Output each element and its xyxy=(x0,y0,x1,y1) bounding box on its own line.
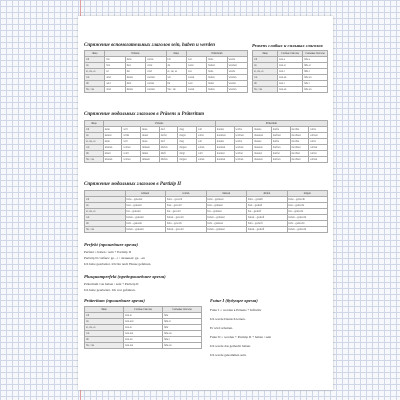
column-header: Слабые глаголы xyxy=(278,51,303,57)
table-cell: haben xyxy=(125,75,145,81)
table-cell: er, sie, es xyxy=(166,69,186,75)
table-cell: hatte xyxy=(207,69,227,75)
table-cell: Sie / sie xyxy=(85,87,105,93)
table-cell: fuhr xyxy=(163,325,202,331)
table-cell: konnte xyxy=(215,139,234,145)
table-cell: er, sie, es xyxy=(85,325,124,331)
table-cell: habt xyxy=(125,81,145,87)
table-cell: mochte xyxy=(290,127,309,133)
table-cell: haben…gemusst xyxy=(206,227,247,233)
table-cell: lern-t xyxy=(278,69,303,75)
table-cell: du xyxy=(85,203,126,209)
table-cell: soll xyxy=(197,127,216,133)
table-cell: sollte xyxy=(309,127,328,133)
table-cell: wir xyxy=(85,331,124,337)
table-cell: wolltet xyxy=(234,151,253,157)
table-cell: können xyxy=(103,157,122,163)
table-cell: ich xyxy=(85,197,126,203)
table-cell: Sie / sie xyxy=(85,227,126,233)
table-cell: hast…gemocht xyxy=(287,203,328,209)
table-cell: habt…gemusst xyxy=(206,221,247,227)
table-cell: hatten xyxy=(207,75,227,81)
table-cell: mag xyxy=(178,139,197,145)
table-cell: bin xyxy=(105,57,125,63)
table-cell: habt…gedurft xyxy=(247,221,288,227)
table-cell: können xyxy=(103,145,122,151)
table-cell: wollen xyxy=(122,157,141,163)
partizip-table xyxy=(84,190,328,233)
table-cell: habt…gekonnt xyxy=(125,221,166,227)
table-cell: ich xyxy=(253,57,278,63)
table-cell: haben…gedurft xyxy=(247,227,288,233)
table-cell: er, sie, es xyxy=(85,69,105,75)
table-cell: hast…gedurft xyxy=(247,203,288,209)
table-cell: seid xyxy=(105,81,125,87)
table-cell: wir xyxy=(166,75,186,81)
table-cell: musstet xyxy=(253,151,272,157)
table-cell: hat…gewollt xyxy=(166,209,207,215)
table-cell: konnten xyxy=(215,145,234,151)
table-cell: durftet xyxy=(271,151,290,157)
table-cell: lern-ten xyxy=(124,343,163,349)
table-cell: kannst xyxy=(103,133,122,139)
table-cell: wollte xyxy=(234,127,253,133)
table-cell: konntet xyxy=(215,151,234,157)
column-header: Сильные глаголы xyxy=(303,51,328,57)
table-cell: lern-t xyxy=(278,81,303,87)
table-cell: ich xyxy=(85,127,104,133)
table-cell: lern-en xyxy=(278,75,303,81)
rule-line: Präteritum von haben / sein + Partizip II xyxy=(84,282,139,286)
table-cell: wart xyxy=(186,81,206,87)
column-header: Сильные глаголы xyxy=(163,307,202,313)
table-cell: ihr xyxy=(85,81,105,87)
table-cell: hattet xyxy=(207,81,227,87)
aux-verbs-table xyxy=(84,50,248,93)
table-cell: werden xyxy=(146,87,166,93)
table-cell: hatte xyxy=(207,57,227,63)
table-cell: Sie / sie xyxy=(85,343,124,349)
table-cell: habe xyxy=(125,57,145,63)
table-cell: fähr-st xyxy=(303,63,328,69)
table-cell: willst xyxy=(122,133,141,139)
table-cell: haben…gemocht xyxy=(287,215,328,221)
table-cell: werde xyxy=(146,57,166,63)
section-title-futur: Futur I (будущее время) xyxy=(210,298,258,303)
table-cell: hast…gewollt xyxy=(166,203,207,209)
table-cell: haben…gewollt xyxy=(166,215,207,221)
table-cell: fähr-t xyxy=(303,69,328,75)
table-cell: wollte xyxy=(234,139,253,145)
table-cell: dürfen xyxy=(159,157,178,163)
table-cell: bist xyxy=(105,63,125,69)
table-cell: sind xyxy=(105,75,125,81)
table-cell: lern-te xyxy=(124,325,163,331)
table-row xyxy=(85,343,202,349)
table-cell: hast…gekonnt xyxy=(125,203,166,209)
table-cell: durften xyxy=(271,157,290,163)
table-cell: muss xyxy=(141,127,160,133)
rule-line: Futur II = werden + Partizip II + haben / sein xyxy=(210,335,272,339)
table-cell: haben…gedurft xyxy=(247,215,288,221)
table-cell: wurdest xyxy=(227,63,247,69)
table-cell: wir xyxy=(85,215,126,221)
table-cell: du xyxy=(253,63,278,69)
table-cell: ihr xyxy=(85,221,126,227)
rule-line: Er wird arbeiten. xyxy=(210,326,233,330)
table-cell: kann xyxy=(103,139,122,145)
table-cell: wird xyxy=(146,69,166,75)
rule-line: Ich werde das gemacht haben. xyxy=(210,344,251,348)
table-cell: habe…gewollt xyxy=(166,197,207,203)
table-cell: er, sie, es xyxy=(253,69,278,75)
section-title-perfekt: Perfekt (прошедшее время) xyxy=(84,242,139,247)
table-cell: will xyxy=(122,139,141,145)
table-cell: dürft xyxy=(159,151,178,157)
table-cell: mussten xyxy=(253,145,272,151)
table-cell: habe…gemocht xyxy=(287,197,328,203)
table-cell: durften xyxy=(271,145,290,151)
table-cell: magst xyxy=(178,133,197,139)
table-cell: haben…gemocht xyxy=(287,227,328,233)
table-cell: waren xyxy=(186,87,206,93)
table-cell: wollten xyxy=(234,145,253,151)
table-cell: ihr xyxy=(85,337,124,343)
column-header: Лицо xyxy=(85,307,124,313)
table-cell: hat xyxy=(125,69,145,75)
table-cell: ihr xyxy=(166,81,186,87)
table-cell: haben…gekonnt xyxy=(125,227,166,233)
table-cell: Sie / sie xyxy=(253,87,278,93)
table-cell: hast xyxy=(125,63,145,69)
table-cell: hatten xyxy=(207,87,227,93)
column-header: Лицо xyxy=(253,51,278,57)
table-cell: ich xyxy=(85,57,105,63)
column-header: Лицо xyxy=(166,51,186,57)
section-title-aux: Спряжение вспомогательных глаголов sein, haben и werden xyxy=(84,43,216,48)
table-cell: mögen xyxy=(178,157,197,163)
table-cell: lern-e xyxy=(278,57,303,63)
table-cell: wollt xyxy=(122,151,141,157)
table-cell: solltest xyxy=(309,133,328,139)
table-cell: mochtet xyxy=(290,151,309,157)
prateritum-table xyxy=(84,306,202,349)
table-cell: sollte xyxy=(309,139,328,145)
table-cell: konnte xyxy=(215,127,234,133)
table-cell: könnt xyxy=(103,151,122,157)
section-title-weak-strong: Prasens слабых и сильных глаголов xyxy=(252,43,323,48)
table-cell: werdet xyxy=(146,81,166,87)
table-cell: mochten xyxy=(290,157,309,163)
table-cell: dürfen xyxy=(159,145,178,151)
table-cell: haben…gemusst xyxy=(206,215,247,221)
table-cell: mochtest xyxy=(290,133,309,139)
table-cell: musstest xyxy=(253,133,272,139)
table-row xyxy=(85,87,248,93)
table-cell: werden xyxy=(146,75,166,81)
rule-line: Ich hatte gearbeitet. Ich war gefahren. xyxy=(84,288,136,292)
table-cell: haben…gekonnt xyxy=(125,215,166,221)
table-cell: fuhr xyxy=(163,313,202,319)
table-cell: kann xyxy=(103,127,122,133)
table-cell: fuhr-st xyxy=(163,319,202,325)
table-cell: müssen xyxy=(141,157,160,163)
table-cell: fahr-e xyxy=(303,57,328,63)
section-title-modal-present: Спряжение модальных глаголов в Präsens и Präteritum xyxy=(84,112,205,117)
column-header: wollen xyxy=(166,191,207,197)
table-cell: du xyxy=(85,319,124,325)
table-cell: darf xyxy=(159,127,178,133)
table-cell: sollen xyxy=(197,157,216,163)
column-header: Präsens xyxy=(105,51,166,57)
table-cell: wirst xyxy=(146,63,166,69)
table-cell: lern-test xyxy=(124,319,163,325)
table-cell: hast…gemusst xyxy=(206,203,247,209)
table-cell: sollt xyxy=(197,151,216,157)
table-cell: mochte xyxy=(290,139,309,145)
table-cell: mussten xyxy=(253,157,272,163)
table-cell: ist xyxy=(105,69,125,75)
table-cell: er, sie, es xyxy=(85,209,126,215)
table-cell: habt…gewollt xyxy=(166,221,207,227)
rule-line: Futur I = werden в Präsens + Infinitiv xyxy=(210,308,262,312)
table-cell: will xyxy=(122,127,141,133)
table-cell: sollten xyxy=(309,157,328,163)
table-cell: sollen xyxy=(197,145,216,151)
table-row xyxy=(253,87,328,93)
table-cell: solltet xyxy=(309,151,328,157)
table-cell: sollst xyxy=(197,133,216,139)
table-cell: wir xyxy=(85,145,104,151)
section-title-modal-partizip: Спряжение модальных глаголов в Partizip II xyxy=(84,182,182,187)
weak-strong-verbs-table xyxy=(252,50,328,93)
rule-line: Ich werde Deutsch lernen. xyxy=(210,317,246,321)
table-cell: mag xyxy=(178,127,197,133)
table-row xyxy=(85,157,328,163)
table-cell: ihr xyxy=(85,151,104,157)
table-cell: du xyxy=(85,63,105,69)
table-cell: wurde xyxy=(227,69,247,75)
table-cell: wurdet xyxy=(227,81,247,87)
table-cell: lern-st xyxy=(278,63,303,69)
table-cell: Sie / sie xyxy=(85,157,104,163)
table-cell: hat…gedurft xyxy=(247,209,288,215)
table-cell: wollten xyxy=(234,157,253,163)
table-cell: waren xyxy=(186,75,206,81)
table-cell: habe…gedurft xyxy=(247,197,288,203)
table-cell: fahr-t xyxy=(303,81,328,87)
column-header: Präteritum xyxy=(186,51,247,57)
table-cell: habe…gekonnt xyxy=(125,197,166,203)
table-cell: habt…gemocht xyxy=(287,221,328,227)
column-header: mögen xyxy=(287,191,328,197)
rule-line: Partizip II слабых: ge…t / сильных: ge…en xyxy=(84,256,145,260)
table-cell: hat…gekonnt xyxy=(125,209,166,215)
table-cell: sind xyxy=(105,87,125,93)
table-cell: musst xyxy=(141,133,160,139)
table-cell: hattest xyxy=(207,63,227,69)
table-cell: du xyxy=(85,133,104,139)
column-header: Лицо xyxy=(85,51,105,57)
table-cell: darf xyxy=(159,139,178,145)
table-cell: darfst xyxy=(159,133,178,139)
table-cell: fahr-en xyxy=(303,75,328,81)
table-cell: konntest xyxy=(215,133,234,139)
section-title-prateritum: Präteritum (прошедшее время) xyxy=(84,298,145,303)
table-cell: mögt xyxy=(178,151,197,157)
table-cell: wolltest xyxy=(234,133,253,139)
rule-line: Ich werde gekommen sein. xyxy=(210,353,247,357)
table-cell: wurden xyxy=(227,87,247,93)
table-cell: wollen xyxy=(122,145,141,151)
table-cell: war xyxy=(186,57,206,63)
modal-verbs-table xyxy=(84,120,328,163)
table-cell: mochten xyxy=(290,145,309,151)
column-header: Лицо xyxy=(85,121,104,127)
table-cell: haben…gewollt xyxy=(166,227,207,233)
table-cell: fahr-en xyxy=(303,87,328,93)
table-cell: muss xyxy=(141,139,160,145)
table-cell: du xyxy=(166,63,186,69)
table-cell: lern-ten xyxy=(124,331,163,337)
table-cell: Sie / sie xyxy=(166,87,186,93)
table-cell: wir xyxy=(85,75,105,81)
table-cell: soll xyxy=(197,139,216,145)
table-cell: musste xyxy=(253,127,272,133)
grammar-sheet xyxy=(78,16,333,390)
table-cell: wurde xyxy=(227,57,247,63)
table-cell: lern-tet xyxy=(124,337,163,343)
table-cell: habe…gemusst xyxy=(206,197,247,203)
table-cell: fuhr-en xyxy=(163,331,202,337)
rule-line: Ich habe gearbeitet. Ich bin nach Hause gefahren. xyxy=(84,262,152,266)
column-header: Präteritum xyxy=(215,121,327,127)
table-cell: ihr xyxy=(253,81,278,87)
table-cell: ich xyxy=(85,313,124,319)
table-cell: wir xyxy=(253,75,278,81)
table-cell: haben xyxy=(125,87,145,93)
column-header: dürfen xyxy=(247,191,288,197)
table-cell: fuhr-t xyxy=(163,337,202,343)
table-cell: warst xyxy=(186,63,206,69)
table-cell: durfte xyxy=(271,127,290,133)
column-header: müssen xyxy=(206,191,247,197)
table-cell: durftest xyxy=(271,133,290,139)
table-cell: er, sie, es xyxy=(85,139,104,145)
table-cell: wurden xyxy=(227,75,247,81)
table-cell: fuhr-en xyxy=(163,343,202,349)
section-title-plusquam: Plusquamperfekt (предпрошедшее время) xyxy=(84,274,166,279)
table-cell: war xyxy=(186,69,206,75)
table-cell: lern-te xyxy=(124,313,163,319)
table-cell: durfte xyxy=(271,139,290,145)
table-cell: hat…gemocht xyxy=(287,209,328,215)
column-header: Слабые глаголы xyxy=(124,307,163,313)
table-cell: mögen xyxy=(178,145,197,151)
table-cell: sollten xyxy=(309,145,328,151)
table-cell: hat…gemusst xyxy=(206,209,247,215)
column-header: können xyxy=(125,191,166,197)
table-cell: ich xyxy=(166,57,186,63)
rule-line: Perfekt = haben / sein + Partizip II xyxy=(84,250,131,254)
table-cell: musste xyxy=(253,139,272,145)
table-cell: lern-en xyxy=(278,87,303,93)
table-row xyxy=(85,227,328,233)
table-cell: konnten xyxy=(215,157,234,163)
table-cell: müsst xyxy=(141,151,160,157)
table-cell: müssen xyxy=(141,145,160,151)
column-header: Präsens xyxy=(103,121,215,127)
